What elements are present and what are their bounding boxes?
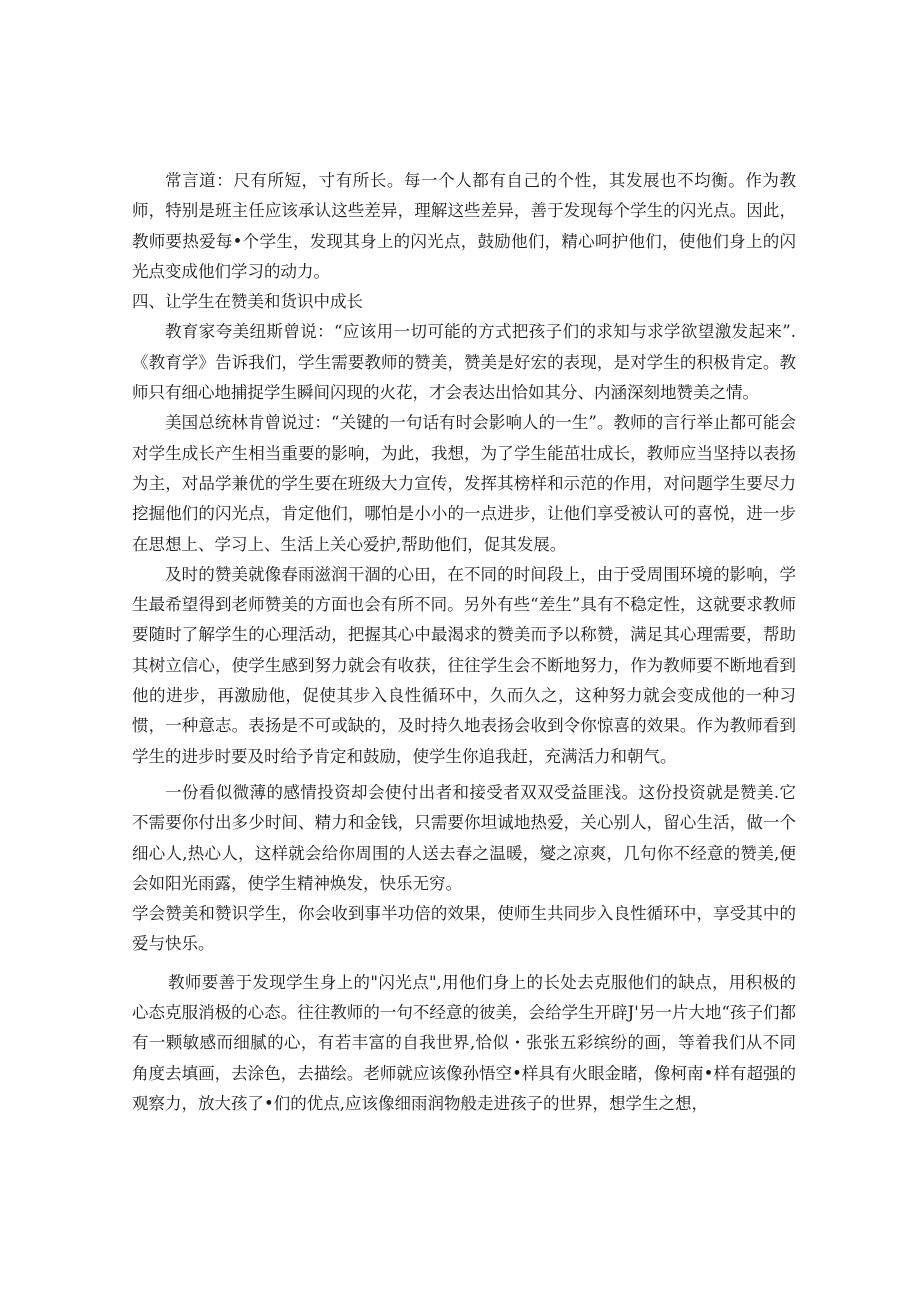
paragraph-bright-spots: 教师要善于发现学生身上的"闪光点",用他们身上的长处去克服他们的缺点，用积极的心态克服消极的心态。往往教师的一句不经意的彼美，会给学生开辟J'另一片大地“孩子们都有一颗敏感而细腻的心，有若丰富的自我世界,恰似・张张五彩缤纷的画，等着我们从不同角度去填画，去涂色，去描绘。老师就应该像孙悟空•样具有火眼金睹，像柯南•样有超强的观察力，放大孩了•们的优点,应该像细雨润物般走进孩子的世界，想学生之想， <box>132 972 796 1113</box>
paragraph-comenius-quote: 教育家夸美纽斯曾说：“应该用一切可能的方式把孩子们的求知与求学欲望激发起来”.《教育学》告诉我们，学生需要教师的赞美，赞美是好宏的表现，是对学生的积极肯定。教师只有细心地捕捉学生瞬间闪现的火花，才会表达出恰如其分、内涵深刻地赞美之情。 <box>132 322 796 403</box>
section-heading-praise: 四、让学生在赞美和货识中成长 <box>132 292 363 312</box>
paragraph-individual-differences: 常言道：尺有所短，寸有所长。每一个人都有自己的个性，其发展也不均衡。作为教师，特别是班主任应该承认这些差异，理解这些差异，善于发现每个学生的闪光点。因此，教师要热爱每•个学生，发现其身上的闪光点，鼓励他们，精心呵护他们，使他们身上的闪光点变成他们学习的动力。 <box>132 171 796 281</box>
paragraph-learn-to-praise: 学会赞美和赞识学生，你会收到事半功倍的效果，使师生共同步入良性循环中，享受其中的爱与快乐。 <box>132 904 796 954</box>
paragraph-lincoln-quote: 美国总统林肯曾说过：“关键的一句话有时会影响人的一生”。教师的言行举止都可能会对学生成长产生相当重要的影响，为此，我想，为了学生能茁壮成长，教师应当坚持以表扬为主，对品学兼优的学生要在班级大力宣传，发挥其榜样和示范的作用，对问题学生要尽力挖掘他们的闪光点，肯定他们，哪怕是小小的一点进步，让他们享受被认可的喜悦，进一步在思想上、学习上、生活上关心爱护,帮助他们，促其发展。 <box>132 413 796 554</box>
document-body <box>132 166 796 1119</box>
paragraph-timely-praise: 及时的赞美就像春雨滋润干涸的心田，在不同的时间段上，由于受周围环境的影响，学生最希望得到老师赞美的方面也会有所不同。另外有些“差生”具有不稳定性，这就要求教师要随时了解学生的心理活动，把握其心中最渴求的赞美而予以称赞，满足其心理需要，帮助其树立信心，使学生感到努力就会有收获，往往学生会不断地努力，作为教师要不断地看到他的进步，再激励他，促使其步入良性循环中，久而久之，这种努力就会变成他的一种习惯，一种意志。表扬是不可或缺的，及时持久地表扬会收到令你惊喜的效果。作为教师看到学生的进步时要及时给予肯定和鼓励，使学生你追我赶，充满活力和朝气。 <box>132 564 796 766</box>
paragraph-emotional-investment: 一份看似微薄的感情投资却会使付出者和接受者双双受益匪浅。这份投资就是赞美.它不需要你付出多少时间、精力和金钱，只需要你坦诚地热爱，关心别人，留心生活，做一个细心人,热心人，这样就会给你周围的人送去春之温暖，夑之凉爽，几句你不经意的赞美,便会如阳光雨露，使学生精神焕发，快乐无穷。 <box>132 782 796 893</box>
